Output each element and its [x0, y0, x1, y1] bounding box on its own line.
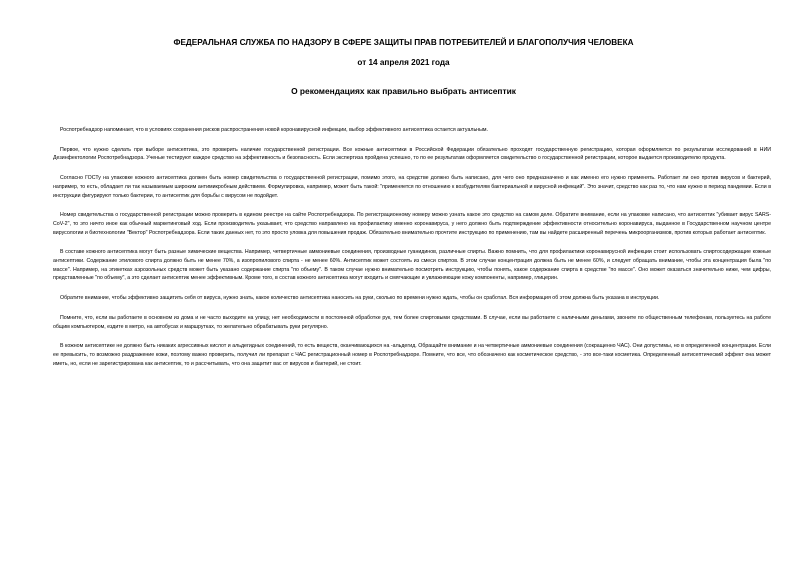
paragraph: Первое, что нужно сделать при выборе антисептика, это проверить наличие государственной регистрации. Все кожные антисептики в Российской Федерации обязательно проходят государственную регистрацию, которая оформляется по результатам исследований в НИИ Дезинфектологии Роспотребнадзора. Ученые тестируют каждое средство на эффективность и безопасность. Если экспертиза пройдена успешно, то по ее результатам оформляется свидетельство о государственной регистрации, которое выдается производителю продукта.	[53, 146, 771, 162]
paragraph: Обратите внимание, чтобы эффективно защитить себя от вируса, нужно знать, какое количество антисептика наносить на руки, сколько по времени нужно ждать, чтобы он сработал. Вся информация об этом должна быть указана в инструкции.	[60, 295, 660, 302]
document-date: от 14 апреля 2021 года	[357, 58, 450, 67]
paragraph: Номер свидетельства о государственной регистрации можно проверить в едином реестре на сайте Роспотребнадзора. По регистрационному номеру можно узнать какое это средство на самом деле. Обратите внимание, если на упаковке написано, что антисептик "убивает вирус SARS-CoV-2", то это ничто иное как обычный маркетинговый ход. Если производитель указывает, что средство направлено на профилактику именно коронавируса, у него должно быть подтверждение эффективности относительно коронавируса, выданное в Государственном научном центре вирусологии и биотехнологии "Вектор" Роспотребнадзора. Если таких данных нет, то это просто уловка для повышения продаж. Обязательно внимательно прочтите инструкцию по применению, там вы найдете расширенный перечень микроорганизмов, против которых работает антисептик.	[53, 212, 771, 236]
paragraph: Роспотребнадзор напоминает, что в условиях сохранения рисков распространения новой коронавирусной инфекции, выбор эффективного антисептика остается актуальным.	[60, 127, 488, 133]
paragraph: Помните, что, если вы работаете в основном из дома и не часто выходите на улицу, нет необходимости в постоянной обработке рук, тем более спиртовыми средствами. В случае, если вы работаете с наличными деньгами, звоните по общественным телефонам, пользуетесь на работе общим компьютером, ездите в метро, на автобусах и маршрутках, то желательно обрабатывать руки регулярно.	[53, 314, 771, 330]
document-body	[53, 126, 771, 379]
paragraph: Согласно ГОСТу на упаковке кожного антисептика должен быть номер свидетельства о государственной регистрации, помимо этого, на средстве должно быть написано, для чего оно предназначено и как именно его нужно применять. Работает ли оно против вирусов и бактерий, например, то есть, обладает ли так называемым широким антимикробным действием. Формулировка, например, может быть такой: "применяется по отношению к возбудителям бактериальной и вирусной инфекций". Это значит, средство как раз то, что нам нужно в период пандемии. Если в инструкции фигурируют только бактерии, то антисептик для борьбы с вирусом не подойдет.	[53, 175, 771, 199]
paragraph: В составе кожного антисептика могут быть разные химические вещества. Например, четвертичные аммониевые соединения, производные гуанидинов, различные спирты. Важно помнить, что для профилактики коронавирусной инфекции стоит использовать спиртосодержащие кожные антисептики. Содержание этилового спирта должно быть не менее 70%, а изопропилового спирта - не менее 60%. Антисептик может состоять из смеси спиртов. В этом случае концентрация должна быть не менее 60%, и следует обращать внимание, чтобы эта концентрация была "по массе". Например, на этикетках аэрозольных средств может быть указано содержание спирта "по объему". В таком случае нужно внимательно посмотреть инструкцию, чтобы понять, какое содержание спирта в средстве "по массе". Оно может оказаться значительно ниже, чем цифры, представленные "по объему", а это сделает антисептик менее эффективным. Кроме того, в состав кожного антисептика могут входить и смягчающие и увлажняющие кожу компоненты, например, глицерин.	[53, 249, 771, 282]
document-subject: О рекомендациях как правильно выбрать антисептик	[291, 86, 516, 96]
paragraph: В кожном антисептике не должно быть никаких агрессивных кислот и альдегидных соединений, то есть веществ, оканчивающихся на -альдегид. Обращайте внимание и на четвертичные аммониевые соединения (сокращенно ЧАС). Они допустимы, но в определенной концентрации. Если ее превысить, то возможно раздражение кожи, поэтому важно проверить, получил ли препарат с ЧАС регистрационный номер в Роспотребнадзоре. Помните, что все, что обозначено как косметическое средство, - это все-таки косметика. Определенный антисептический эффект она может иметь, но, если не зарегистрирована как антисептик, то и рассчитывать, что она защитит вас от вирусов и бактерий, не стоит.	[53, 343, 771, 367]
agency-title: ФЕДЕРАЛЬНАЯ СЛУЖБА ПО НАДЗОРУ В СФЕРЕ ЗАЩИТЫ ПРАВ ПОТРЕБИТЕЛЕЙ И БЛАГОПОЛУЧИЯ ЧЕЛОВЕКА	[173, 38, 634, 47]
